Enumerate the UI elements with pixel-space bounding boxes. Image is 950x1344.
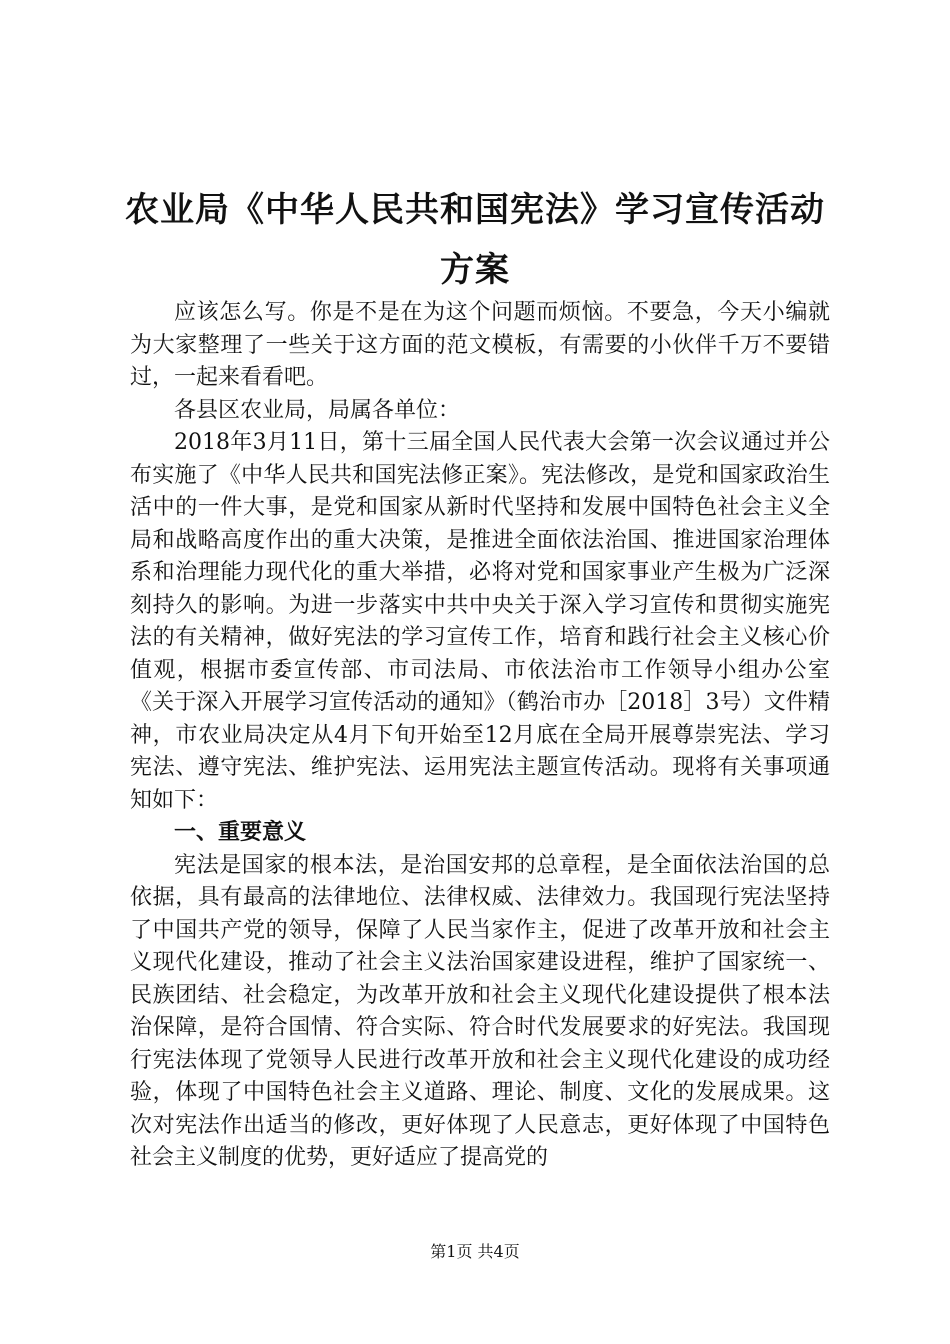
- page-footer: 第1页 共4页: [430, 1242, 520, 1261]
- notice-paragraph: 2018年3月11日，第十三届全国人民代表大会第一次会议通过并公布实施了《中华人民共和国宪法修正案》。宪法修改，是党和国家政治生活中的一件大事，是党和国家从新时代坚持和发展中国特色社会主义全局和战略高度作出的重大决策，是推进全面依法治国、推进国家治理体系和治理能力现代化的重大举措，必将对党和国家事业产生极为广泛深刻持久的影响。为进一步落实中共中央关于深入学习宣传和贯彻实施宪法的有关精神，做好宪法的学习宣传工作，培育和践行社会主义核心价值观，根据市委宣传部、市司法局、市依法治市工作领导小组办公室《关于深入开展学习宣传活动的通知》（鹤治市办［2018］3号）文件精神，市农业局决定从4月下旬开始至12月底在全局开展尊崇宪法、学习宪法、遵守宪法、维护宪法、运用宪法主题宣传活动。现将有关事项通知如下：: [130, 430, 830, 813]
- significance-paragraph: 宪法是国家的根本法，是治国安邦的总章程，是全面依法治国的总依据，具有最高的法律地位、法律权威、法律效力。我国现行宪法坚持了中国共产党的领导，保障了人民当家作主，促进了改革开放和社会主义现代化建设，推动了社会主义法治国家建设进程，维护了国家统一、民族团结、社会稳定，为改革开放和社会主义现代化建设提供了根本法治保障，是符合国情、符合实际、符合时代发展要求的好宪法。我国现行宪法体现了党领导人民进行改革开放和社会主义现代化建设的成功经验，体现了中国特色社会主义道路、理论、制度、文化的发展成果。这次对宪法作出适当的修改，更好体现了人民意志，更好体现了中国特色社会主义制度的优势，更好适应了提高党的: [130, 852, 830, 1170]
- document-title-line-2: 方案: [440, 250, 510, 290]
- document-body: [130, 297, 830, 1175]
- document-title-line-1: 农业局《中华人民共和国宪法》学习宣传活动: [125, 190, 825, 230]
- intro-paragraph: 应该怎么写。你是不是在为这个问题而烦恼。不要急，今天小编就为大家整理了一些关于这方面的范文模板，有需要的小伙伴千万不要错过，一起来看看吧。: [130, 300, 830, 390]
- section-heading-significance: 一、重要意义: [174, 820, 307, 845]
- salutation-paragraph: 各县区农业局，局属各单位：: [174, 397, 461, 423]
